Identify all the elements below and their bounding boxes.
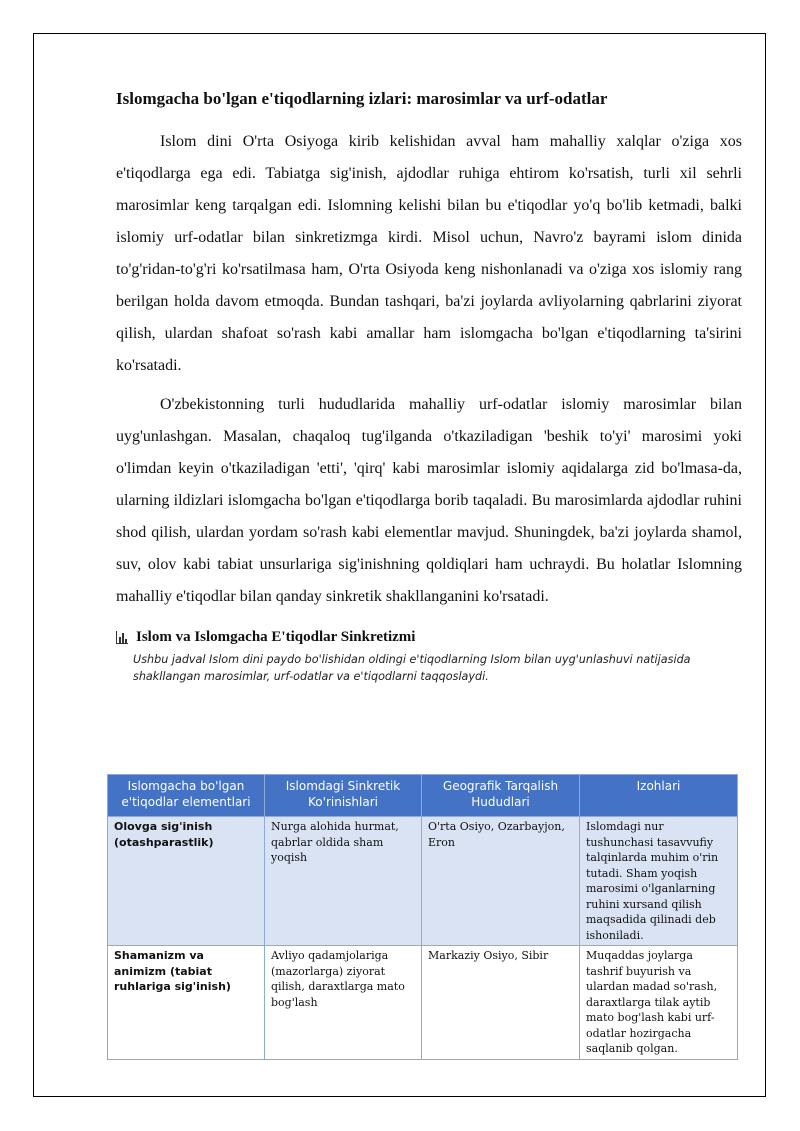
table-cell: Olovga sig'inish (otashparastlik) bbox=[108, 817, 265, 946]
paragraph-1: Islom dini O'rta Osiyoga kirib kelishidan avval ham mahalliy xalqlar o'ziga xos e'tiqodlarga ega edi. Tabiatga sig'inish, ajdodlar ruhiga ehtirom ko'rsatish, turli xil sehrli marosimlar keng tarqalgan edi. Islomning kelishi bilan bu e'tiqodlar yo'q bo'lib ketmadi, balki islomiy urf-odatlar bilan sinkretizmga kirdi. Misol uchun, Navro'z bayrami islom dinida to'g'ridan-to'g'ri ko'rsatilmasa ham, O'rta Osiyoda keng nishonlanadi va o'ziga xos islomiy rang berilgan holda davom etmoqda. Bundan tashqari, ba'zi joylarda avliyolarning qabrlarini ziyorat qilish, ulardan shafoat so'rash kabi amallar ham islomgacha bo'lgan e'tiqodlarning ta'sirini ko'rsatadi. bbox=[116, 133, 742, 374]
table-caption bbox=[116, 627, 742, 647]
document-body bbox=[116, 84, 742, 685]
table-cell: Shamanizm va animizm (tabiat ruhlariga sig'inish) bbox=[108, 946, 265, 1060]
table-row bbox=[108, 946, 738, 1060]
header-pre-islamic-elements: Islomgacha bo'lgan e'tiqodlar elementlari bbox=[108, 775, 265, 817]
table-header-row bbox=[108, 775, 738, 817]
section-title: Islomgacha bo'lgan e'tiqodlarning izlari: marosimlar va urf-odatlar bbox=[116, 89, 608, 108]
table-cell: Islomdagi nur tushunchasi tasavvufiy talqinlarda muhim o'rin tutadi. Sham yoqish marosimi o'lganlarning ruhini xursand qilish maqsadida qilinadi deb ishoniladi. bbox=[580, 817, 738, 946]
syncretism-table bbox=[107, 774, 738, 1060]
table-cell: Nurga alohida hurmat, qabrlar oldida sham yoqish bbox=[265, 817, 422, 946]
table-cell: O'rta Osiyo, Ozarbayjon, Eron bbox=[422, 817, 580, 946]
header-syncretic-forms: Islomdagi Sinkretik Ko'rinishlari bbox=[265, 775, 422, 817]
table-cell: Markaziy Osiyo, Sibir bbox=[422, 946, 580, 1060]
header-notes: Izohlari bbox=[580, 775, 738, 817]
table-cell: Avliyo qadamjolariga (mazorlarga) ziyorat qilish, daraxtlarga mato bog'lash bbox=[265, 946, 422, 1060]
table-description: Ushbu jadval Islom dini paydo bo'lishidan oldingi e'tiqodlarning Islom bilan uyg'unlashuvi natijasida shakllangan marosimlar, urf-odatlar va e'tiqodlarni taqqoslaydi. bbox=[133, 653, 691, 683]
table-row bbox=[108, 817, 738, 946]
table-caption-text: Islom va Islomgacha E'tiqodlar Sinkretizmi bbox=[136, 628, 416, 645]
paragraph-2: O'zbekistonning turli hududlarida mahalliy urf-odatlar islomiy marosimlar bilan uyg'unlashgan. Masalan, chaqaloq tug'ilganda o'tkaziladigan 'beshik to'yi' marosimi yoki o'limdan keyin o'tkaziladigan 'etti', 'qirq' kabi marosimlar islomiy aqidalarga zid bo'lmasa-da, ularning ildizlari islomgacha bo'lgan e'tiqodlarga borib taqaladi. Bu marosimlarda ajdodlar ruhini shod qilish, ulardan yordam so'rash kabi elementlar mavjud. Shuningdek, ba'zi joylarda shamol, suv, olov kabi tabiat unsurlariga sig'inishning qoldiqlari ham uchraydi. Bu holatlar Islomning mahalliy e'tiqodlar bilan qanday sinkretik shakllanganini ko'rsatadi. bbox=[116, 396, 742, 605]
header-geography: Geografik Tarqalish Hududlari bbox=[422, 775, 580, 817]
table-cell: Muqaddas joylarga tashrif buyurish va ulardan madad so'rash, daraxtlarga tilak aytib mato bog'lash kabi urf-odatlar hozirgacha saqlanib qolgan. bbox=[580, 946, 738, 1060]
bar-chart-icon bbox=[116, 631, 128, 644]
